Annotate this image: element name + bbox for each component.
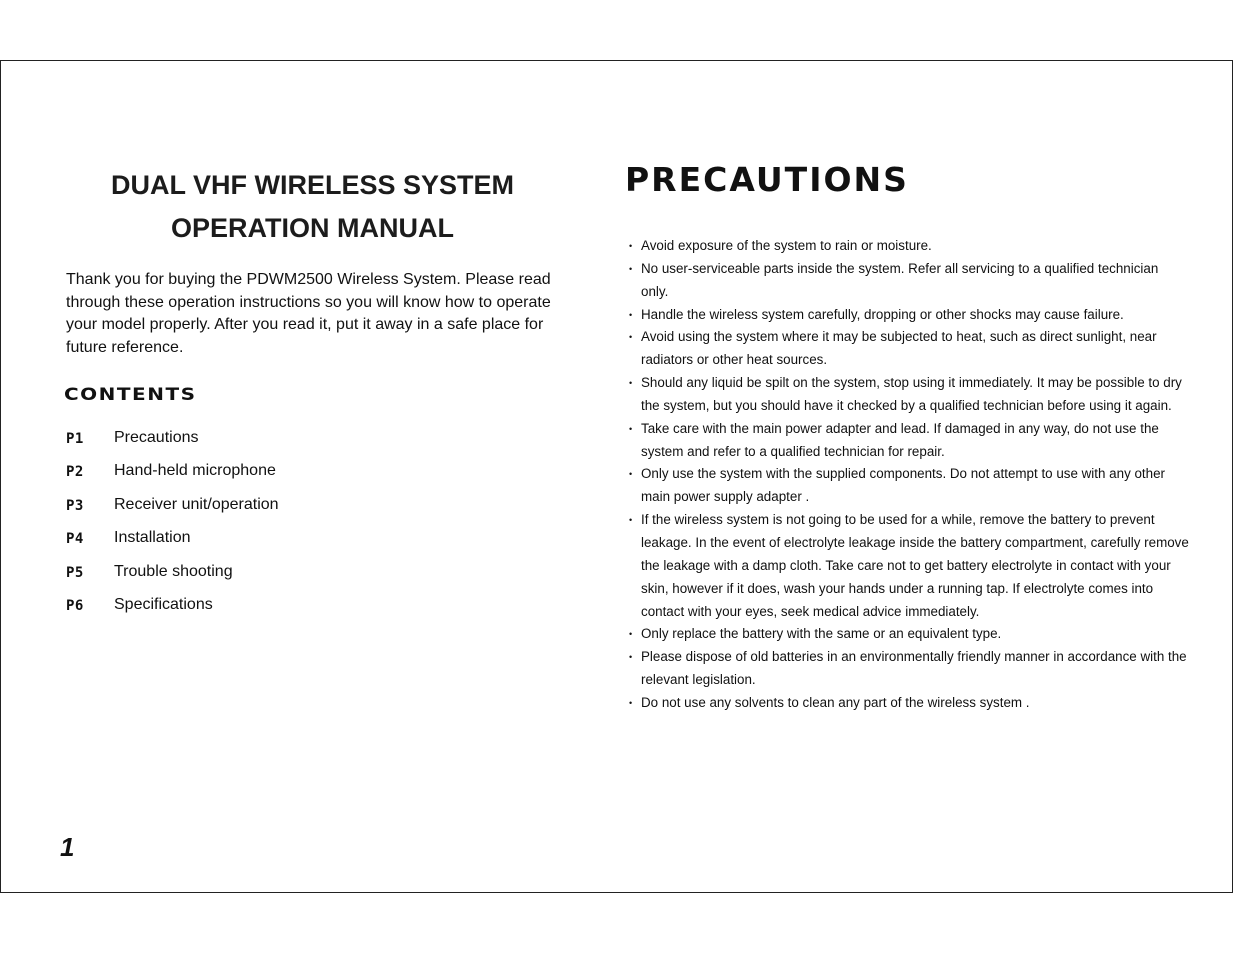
toc-page-number: P6	[66, 597, 84, 614]
precautions-heading: PRECAUTIONS	[625, 160, 909, 199]
toc-page-number: P5	[66, 564, 84, 581]
precaution-item	[629, 304, 1189, 327]
precaution-text: Only replace the battery with the same or an equivalent type.	[641, 626, 1002, 642]
toc-page-number: P2	[66, 464, 84, 481]
bullet-icon: •	[629, 515, 633, 526]
precaution-item	[629, 372, 1189, 418]
precaution-text: Please dispose of old batteries in an environmentally friendly manner in accordance with the relevant legislation.	[641, 649, 1187, 688]
precaution-text: Handle the wireless system carefully, dropping or other shocks may cause failure.	[641, 306, 1124, 322]
precaution-item	[629, 646, 1189, 692]
bullet-icon: •	[629, 378, 633, 389]
toc-label: Specifications	[114, 595, 213, 613]
precaution-item	[629, 418, 1189, 464]
toc-entry	[66, 563, 466, 596]
bullet-icon: •	[629, 309, 633, 320]
bullet-icon: •	[629, 263, 633, 274]
precaution-text: Only use the system with the supplied components. Do not attempt to use with any other main power supply adapter .	[641, 466, 1166, 505]
toc-label: Installation	[114, 529, 191, 547]
bullet-icon: •	[629, 332, 633, 343]
bullet-icon: •	[629, 423, 633, 434]
precaution-text: If the wireless system is not going to be used for a while, remove the battery to prevent leakage. In the event of electrolyte leakage inside the battery compartment, carefully remove the leakage with a damp cloth. Take care not to get battery electrolyte in contact with your skin, however if it does, wash your hands under a running tap. If electrolyte comes into contact with your eyes, seek medical advice immediately.	[641, 512, 1189, 619]
page-number: 1	[60, 832, 75, 862]
toc-entry	[66, 496, 466, 529]
precaution-item	[629, 509, 1189, 623]
toc-page-number: P3	[66, 497, 84, 514]
precaution-text: Take care with the main power adapter and lead. If damaged in any way, do not use the system and refer to a qualified technician for repair.	[641, 420, 1159, 459]
bullet-icon: •	[629, 241, 633, 251]
toc-page-number: P1	[66, 431, 84, 447]
precaution-text: No user-serviceable parts inside the system. Refer all servicing to a qualified technician only.	[641, 260, 1159, 299]
precaution-text: Avoid exposure of the system to rain or moisture.	[641, 238, 932, 253]
precaution-item	[629, 463, 1189, 509]
toc-label: Trouble shooting	[114, 562, 233, 580]
precautions-list	[629, 235, 1189, 715]
toc-entry	[66, 429, 466, 462]
toc-entry	[66, 462, 466, 495]
precaution-text: Do not use any solvents to clean any part of the wireless system .	[641, 694, 1030, 710]
precaution-item	[629, 258, 1189, 304]
manual-title-line2: OPERATION MANUAL	[171, 213, 454, 243]
table-of-contents	[66, 429, 466, 629]
toc-page-number: P4	[66, 531, 84, 548]
precaution-item	[629, 326, 1189, 372]
bullet-icon: •	[629, 652, 633, 663]
bullet-icon: •	[629, 629, 633, 640]
contents-heading: CONTENTS	[64, 384, 197, 405]
precaution-item	[629, 235, 1189, 258]
precaution-item	[629, 623, 1189, 646]
bullet-icon: •	[629, 697, 633, 708]
toc-entry	[66, 596, 466, 629]
bullet-icon: •	[629, 469, 633, 480]
precaution-text: Should any liquid be spilt on the system, stop using it immediately. It may be possible to dry the system, but you should have it checked by a qualified technician before using it again.	[641, 375, 1182, 413]
intro-paragraph: Thank you for buying the PDWM2500 Wireless System. Please read through these operation instructions so you will know how to operate your model properly. After you read it, put it away in a safe place for future reference.	[66, 271, 551, 356]
toc-label: Receiver unit/operation	[114, 495, 279, 513]
precaution-text: Avoid using the system where it may be subjected to heat, such as direct sunlight, near radiators or other heat sources.	[641, 329, 1157, 368]
toc-label: Precautions	[114, 429, 199, 446]
toc-label: Hand-held microphone	[114, 462, 276, 480]
precaution-item	[629, 692, 1189, 715]
toc-entry	[66, 529, 466, 562]
manual-title-line1: DUAL VHF WIRELESS SYSTEM	[110, 170, 515, 200]
